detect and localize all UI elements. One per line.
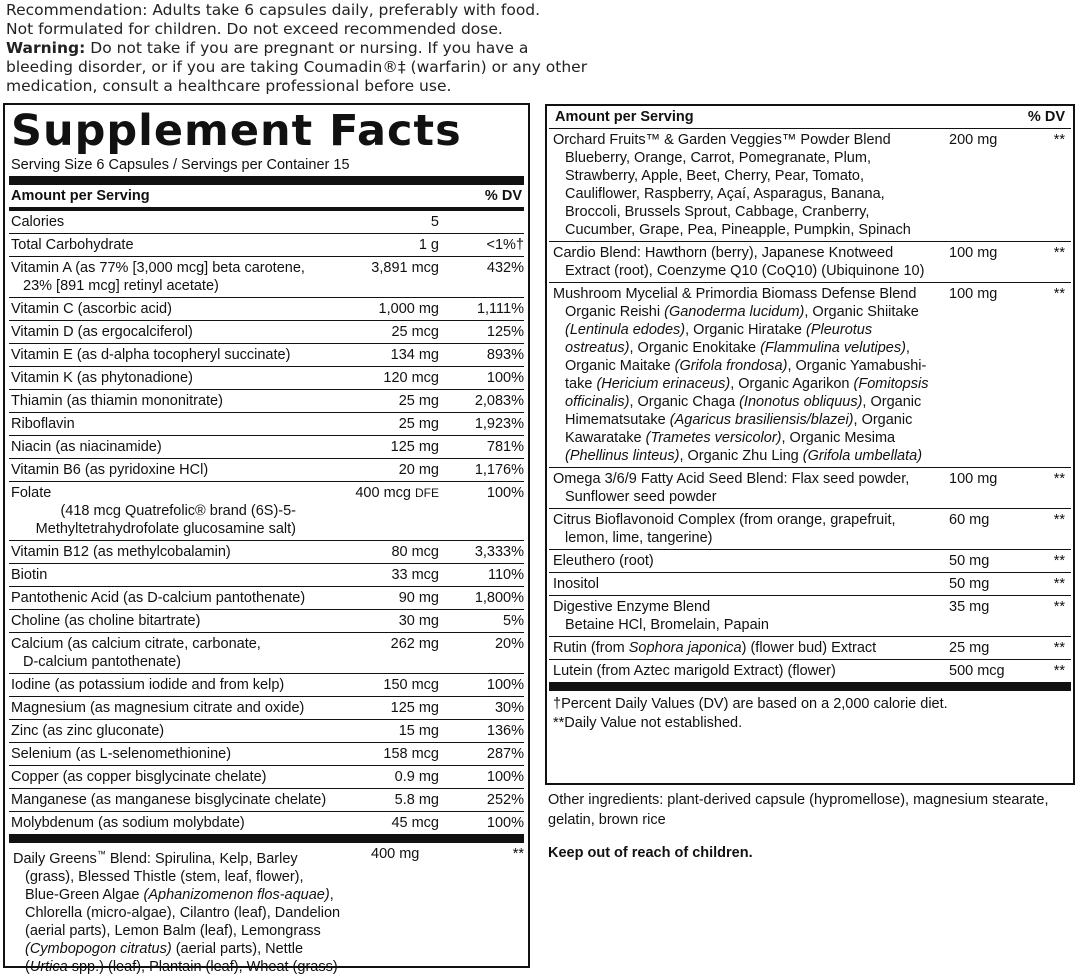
- digestive-enzyme-row: Digestive Enzyme Blend Betaine HCl, Bromelain, Papain 35 mg **: [549, 596, 1071, 637]
- nutrient-row: Niacin (as niacinamide) 125 mg 781%: [9, 436, 524, 459]
- keep-out-of-reach: Keep out of reach of children.: [548, 845, 753, 861]
- nutrient-row: Manganese (as manganese bisglycinate chelate) 5.8 mg 252%: [9, 789, 524, 812]
- nutrient-row: Molybdenum (as sodium molybdate) 45 mcg 100%: [11, 815, 524, 831]
- orchard-blend-row: Orchard Fruits™ & Garden Veggies™ Powder Blend Blueberry, Orange, Carrot, Pomegranate, Plum, Strawberry, Apple, Beet, Cherry, Pear, Tomato, Cauliflower, Raspberry, Açaí, Asparagus, Banana, Broccoli, Brussels Sprout, Cabbage, Cranberry, Cucumber, Grape, Pea, Pineapple, Pumpkin, Spinach 200 mg **: [549, 129, 1071, 242]
- recommendation-text: Recommendation: Adults take 6 capsules daily, preferably with food. Not formulated for children. Do not exceed recommended dose. Warning: Do not take if you are pregnant or nursing. If you have a bleeding disorder, or if you are taking Coumadin®‡ (warfarin) or any other medication, consult a healthcare professional before use.: [6, 1, 588, 95]
- nutrient-row: Pantothenic Acid (as D-calcium pantothenate) 90 mg 1,800%: [9, 587, 524, 610]
- lutein-row: Lutein (from Aztec marigold Extract) (flower) 500 mcg **: [553, 663, 1065, 679]
- folate-row: Folate (418 mcg Quatrefolic® brand (6S)-5- Methyltetrahydrofolate glucosamine salt) 400 mcg DFE 100%: [9, 482, 524, 541]
- nutrient-row: Magnesium (as magnesium citrate and oxide) 125 mg 30%: [9, 697, 524, 720]
- thick-divider: [549, 682, 1071, 691]
- nutrient-row: Calories 5: [9, 211, 524, 234]
- nutrient-row: Vitamin D (as ergocalciferol) 25 mcg 125%: [9, 321, 524, 344]
- eleuthero-row: Eleuthero (root) 50 mg **: [549, 550, 1071, 573]
- table-header: Amount per Serving % DV: [11, 188, 522, 204]
- rutin-row: Rutin (from Sophora japonica) (flower bud) Extract 25 mg **: [549, 637, 1071, 660]
- nutrient-row: Calcium (as calcium citrate, carbonate, D-calcium pantothenate) 262 mg 20%: [9, 633, 524, 674]
- nutrient-row: Vitamin B12 (as methylcobalamin) 80 mcg 3,333%: [9, 541, 524, 564]
- footnotes: †Percent Daily Values (DV) are based on a 2,000 calorie diet. **Daily Value not established.: [553, 696, 948, 731]
- omega-blend-row: Omega 3/6/9 Fatty Acid Seed Blend: Flax seed powder, Sunflower seed powder 100 mg **: [549, 468, 1071, 509]
- mushroom-blend-row: Mushroom Mycelial & Primordia Biomass Defense Blend Organic Reishi (Ganoderma lucidum), Organic Shiitake (Lentinula edodes), Organic Hiratake (Pleurotus ostreatus), Organic Enokitake (Flammulina velutipes), Organic Maitake (Grifola frondosa), Organic Yamabushi- take (Hericium erinaceus), Organic Agarikon (Fomitopsis officinalis), Organic Chaga (Inonotus obliquus), Organic Himematsutake (Agaricus brasiliensis/blazei), Organic Kawaratake (Trametes versicolor), Organic Mesima (Phellinus linteus), Organic Zhu Ling (Grifola umbellata) 100 mg **: [549, 283, 1071, 468]
- supplement-facts-panel: [3, 103, 530, 975]
- serving-size: Serving Size 6 Capsules / Servings per Container 15: [11, 157, 350, 173]
- greens-blend-row: Daily Greens™ Blend: Spirulina, Kelp, Barley (grass), Blessed Thistle (stem, leaf, flower), Blue-Green Algae (Aphanizomenon flos-aquae), Chlorella (micro-algae), Cilantro (leaf), Dandelion (aerial parts), Lemon Balm (leaf), Lemongrass (Cymbopogon citratus) (aerial parts), Nettle (Urtica spp.) (leaf), Plantain (leaf), Wheat (grass) 400 mg **: [13, 846, 524, 975]
- nutrient-row: Vitamin B6 (as pyridoxine HCl) 20 mg 1,176%: [9, 459, 524, 482]
- citrus-row: Citrus Bioflavonoid Complex (from orange, grapefruit, lemon, lime, tangerine) 60 mg **: [549, 509, 1071, 550]
- nutrient-row: Thiamin (as thiamin mononitrate) 25 mg 2,083%: [9, 390, 524, 413]
- nutrient-row: Vitamin C (ascorbic acid) 1,000 mg 1,111%: [9, 298, 524, 321]
- panel-title: Supplement Facts: [11, 106, 462, 156]
- table-header: Amount per Serving % DV: [549, 106, 1071, 129]
- nutrient-row: Choline (as choline bitartrate) 30 mg 5%: [9, 610, 524, 633]
- inositol-row: Inositol 50 mg **: [549, 573, 1071, 596]
- nutrient-row: Biotin 33 mcg 110%: [9, 564, 524, 587]
- nutrient-row: Selenium (as L-selenomethionine) 158 mcg 287%: [9, 743, 524, 766]
- nutrient-row: Vitamin A (as 77% [3,000 mcg] beta carotene, 23% [891 mcg] retinyl acetate) 3,891 mcg 432%: [9, 257, 524, 298]
- nutrient-row: Zinc (as zinc gluconate) 15 mg 136%: [9, 720, 524, 743]
- other-ingredients: Other ingredients: plant-derived capsule (hypromellose), magnesium stearate, gelatin, brown rice: [548, 792, 1049, 828]
- thick-divider: [9, 176, 524, 185]
- nutrient-row: Vitamin E (as d-alpha tocopheryl succinate) 134 mg 893%: [9, 344, 524, 367]
- nutrient-row: Copper (as copper bisglycinate chelate) 0.9 mg 100%: [9, 766, 524, 789]
- nutrient-row: Iodine (as potassium iodide and from kelp) 150 mcg 100%: [9, 674, 524, 697]
- thick-divider: [9, 834, 524, 843]
- nutrient-row: Riboflavin 25 mg 1,923%: [9, 413, 524, 436]
- nutrient-row: Vitamin K (as phytonadione) 120 mcg 100%: [9, 367, 524, 390]
- supplement-facts-panel-continued: [545, 104, 1075, 785]
- cardio-blend-row: Cardio Blend: Hawthorn (berry), Japanese Knotweed Extract (root), Coenzyme Q10 (CoQ10) (Ubiquinone 10) 100 mg **: [549, 242, 1071, 283]
- nutrient-row: Total Carbohydrate 1 g <1%†: [9, 234, 524, 257]
- warning-label: Warning:: [6, 39, 86, 57]
